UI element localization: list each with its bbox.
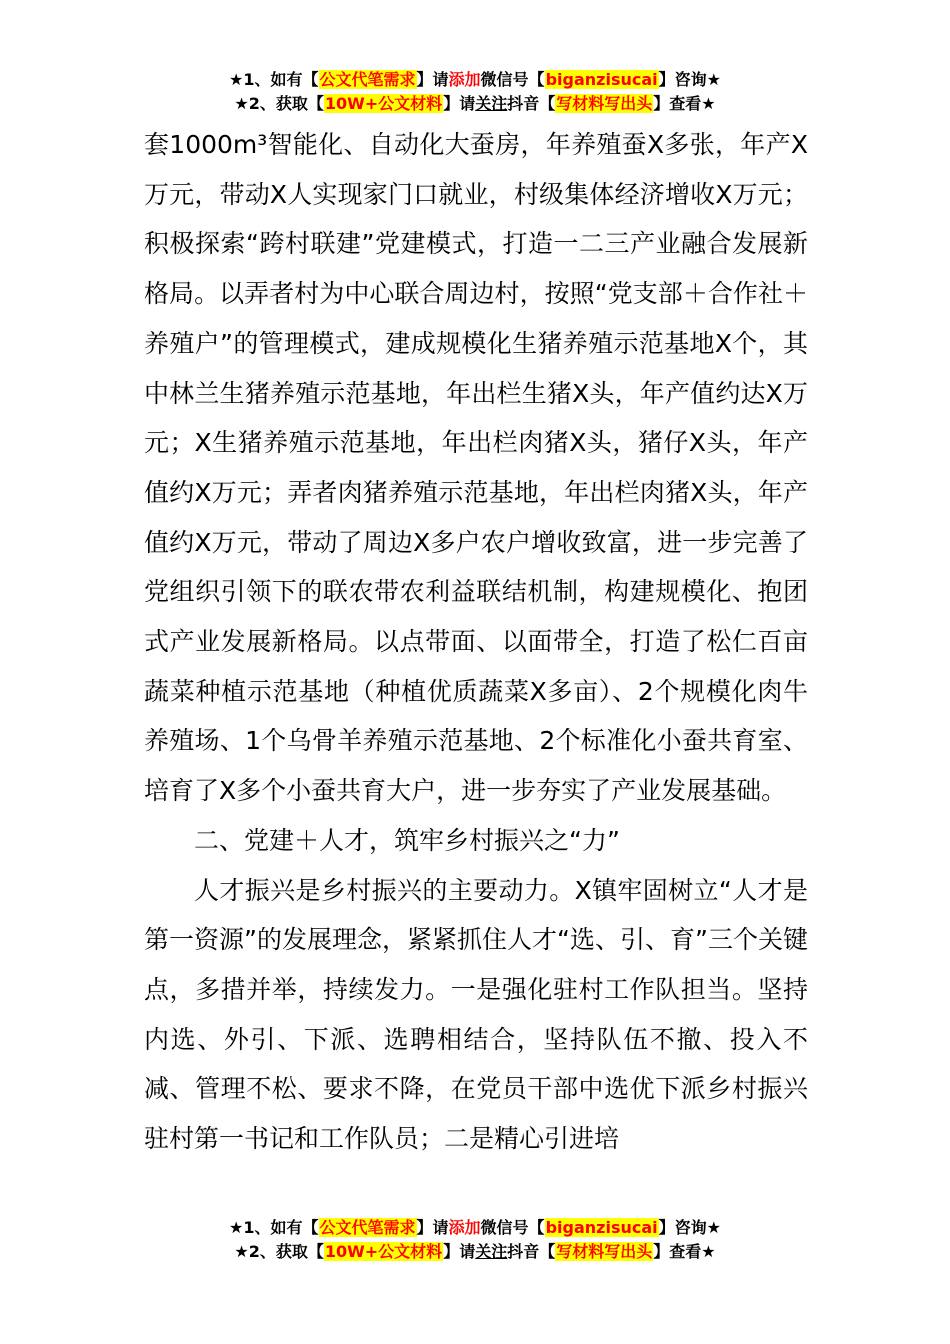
document-body <box>144 120 808 1164</box>
highlight-materials: 10W+公文材料 <box>324 1242 443 1261</box>
banner-text: 】查看★ <box>653 94 716 113</box>
banner-text: 】请 <box>416 70 449 89</box>
footer-banner <box>0 1216 950 1264</box>
paragraph: 人才振兴是乡村振兴的主要动力。X镇牢固树立“人才是第一资源”的发展理念，紧紧抓住人才“选、引、育”三个关键点，多措并举，持续发力。一是强化驻村工作队担当。坚持内选、外引、下派、选聘相结合，坚持队伍不撤、投入不减、管理不松、要求不降，在党员干部中选优下派乡村振兴驻村第一书记和工作队员；二是精心引进培 <box>144 875 808 1154</box>
banner-text: 】请 <box>416 1218 449 1237</box>
banner-emphasis: 添加 <box>448 70 481 89</box>
banner-text: 抖音【 <box>507 94 556 113</box>
banner-text: ★1、如有【 <box>229 70 319 89</box>
banner-emphasis: 关注 <box>475 94 508 113</box>
banner-text: 】请 <box>443 94 476 113</box>
highlight-materials: 10W+公文材料 <box>324 94 443 113</box>
paragraph: 套1000m³智能化、自动化大蚕房，年养殖蚕X多张，年产X万元，带动X人实现家门口就业，村级集体经济增收X万元；积极探索“跨村联建”党建模式，打造一二三产业融合发展新格局。以弄者村为中心联合周边村，按照“党支部＋合作社＋养殖户”的管理模式，建成规模化生猪养殖示范基地X个，其中林兰生猪养殖示范基地，年出栏生猪X头，年产值约达X万元；X生猪养殖示范基地，年出栏肉猪X头，猪仔X头，年产值约X万元；弄者肉猪养殖示范基地，年出栏肉猪X头，年产值约X万元，带动了周边X多户农户增收致富，进一步完善了党组织引领下的联农带农利益联结机制，构建规模化、抱团式产业发展新格局。以点带面、以面带全，打造了松仁百亩蔬菜种植示范基地（种植优质蔬菜X多亩）、2个规模化肉牛养殖场、1个乌骨羊养殖示范基地、2个标准化小蚕共育室、培育了X多个小蚕共育大户，进一步夯实了产业发展基础。 <box>144 130 808 806</box>
banner-text: ★1、如有【 <box>229 1218 319 1237</box>
highlight-service: 公文代笔需求 <box>319 1218 416 1237</box>
banner-line-1 <box>0 68 950 92</box>
header-banner <box>0 68 950 116</box>
highlight-wechat-id: biganzisucai <box>545 70 658 89</box>
highlight-service: 公文代笔需求 <box>319 70 416 89</box>
banner-text: ★2、获取【 <box>234 94 324 113</box>
banner-text: ★2、获取【 <box>234 1242 324 1261</box>
banner-line-2 <box>0 1240 950 1264</box>
banner-emphasis: 关注 <box>475 1242 508 1261</box>
highlight-douyin: 写材料写出头 <box>556 1242 653 1261</box>
banner-text: 】查看★ <box>653 1242 716 1261</box>
banner-line-1 <box>0 1216 950 1240</box>
banner-text: 微信号【 <box>480 1218 545 1237</box>
banner-text: 】咨询★ <box>658 70 721 89</box>
highlight-douyin: 写材料写出头 <box>556 94 653 113</box>
banner-text: 】咨询★ <box>658 1218 721 1237</box>
banner-text: 抖音【 <box>507 1242 556 1261</box>
banner-line-2 <box>0 92 950 116</box>
banner-text: 】请 <box>443 1242 476 1261</box>
banner-text: 微信号【 <box>480 70 545 89</box>
banner-emphasis: 添加 <box>448 1218 481 1237</box>
section-heading: 二、党建＋人才，筑牢乡村振兴之“力” <box>194 825 620 855</box>
highlight-wechat-id: biganzisucai <box>545 1218 658 1237</box>
